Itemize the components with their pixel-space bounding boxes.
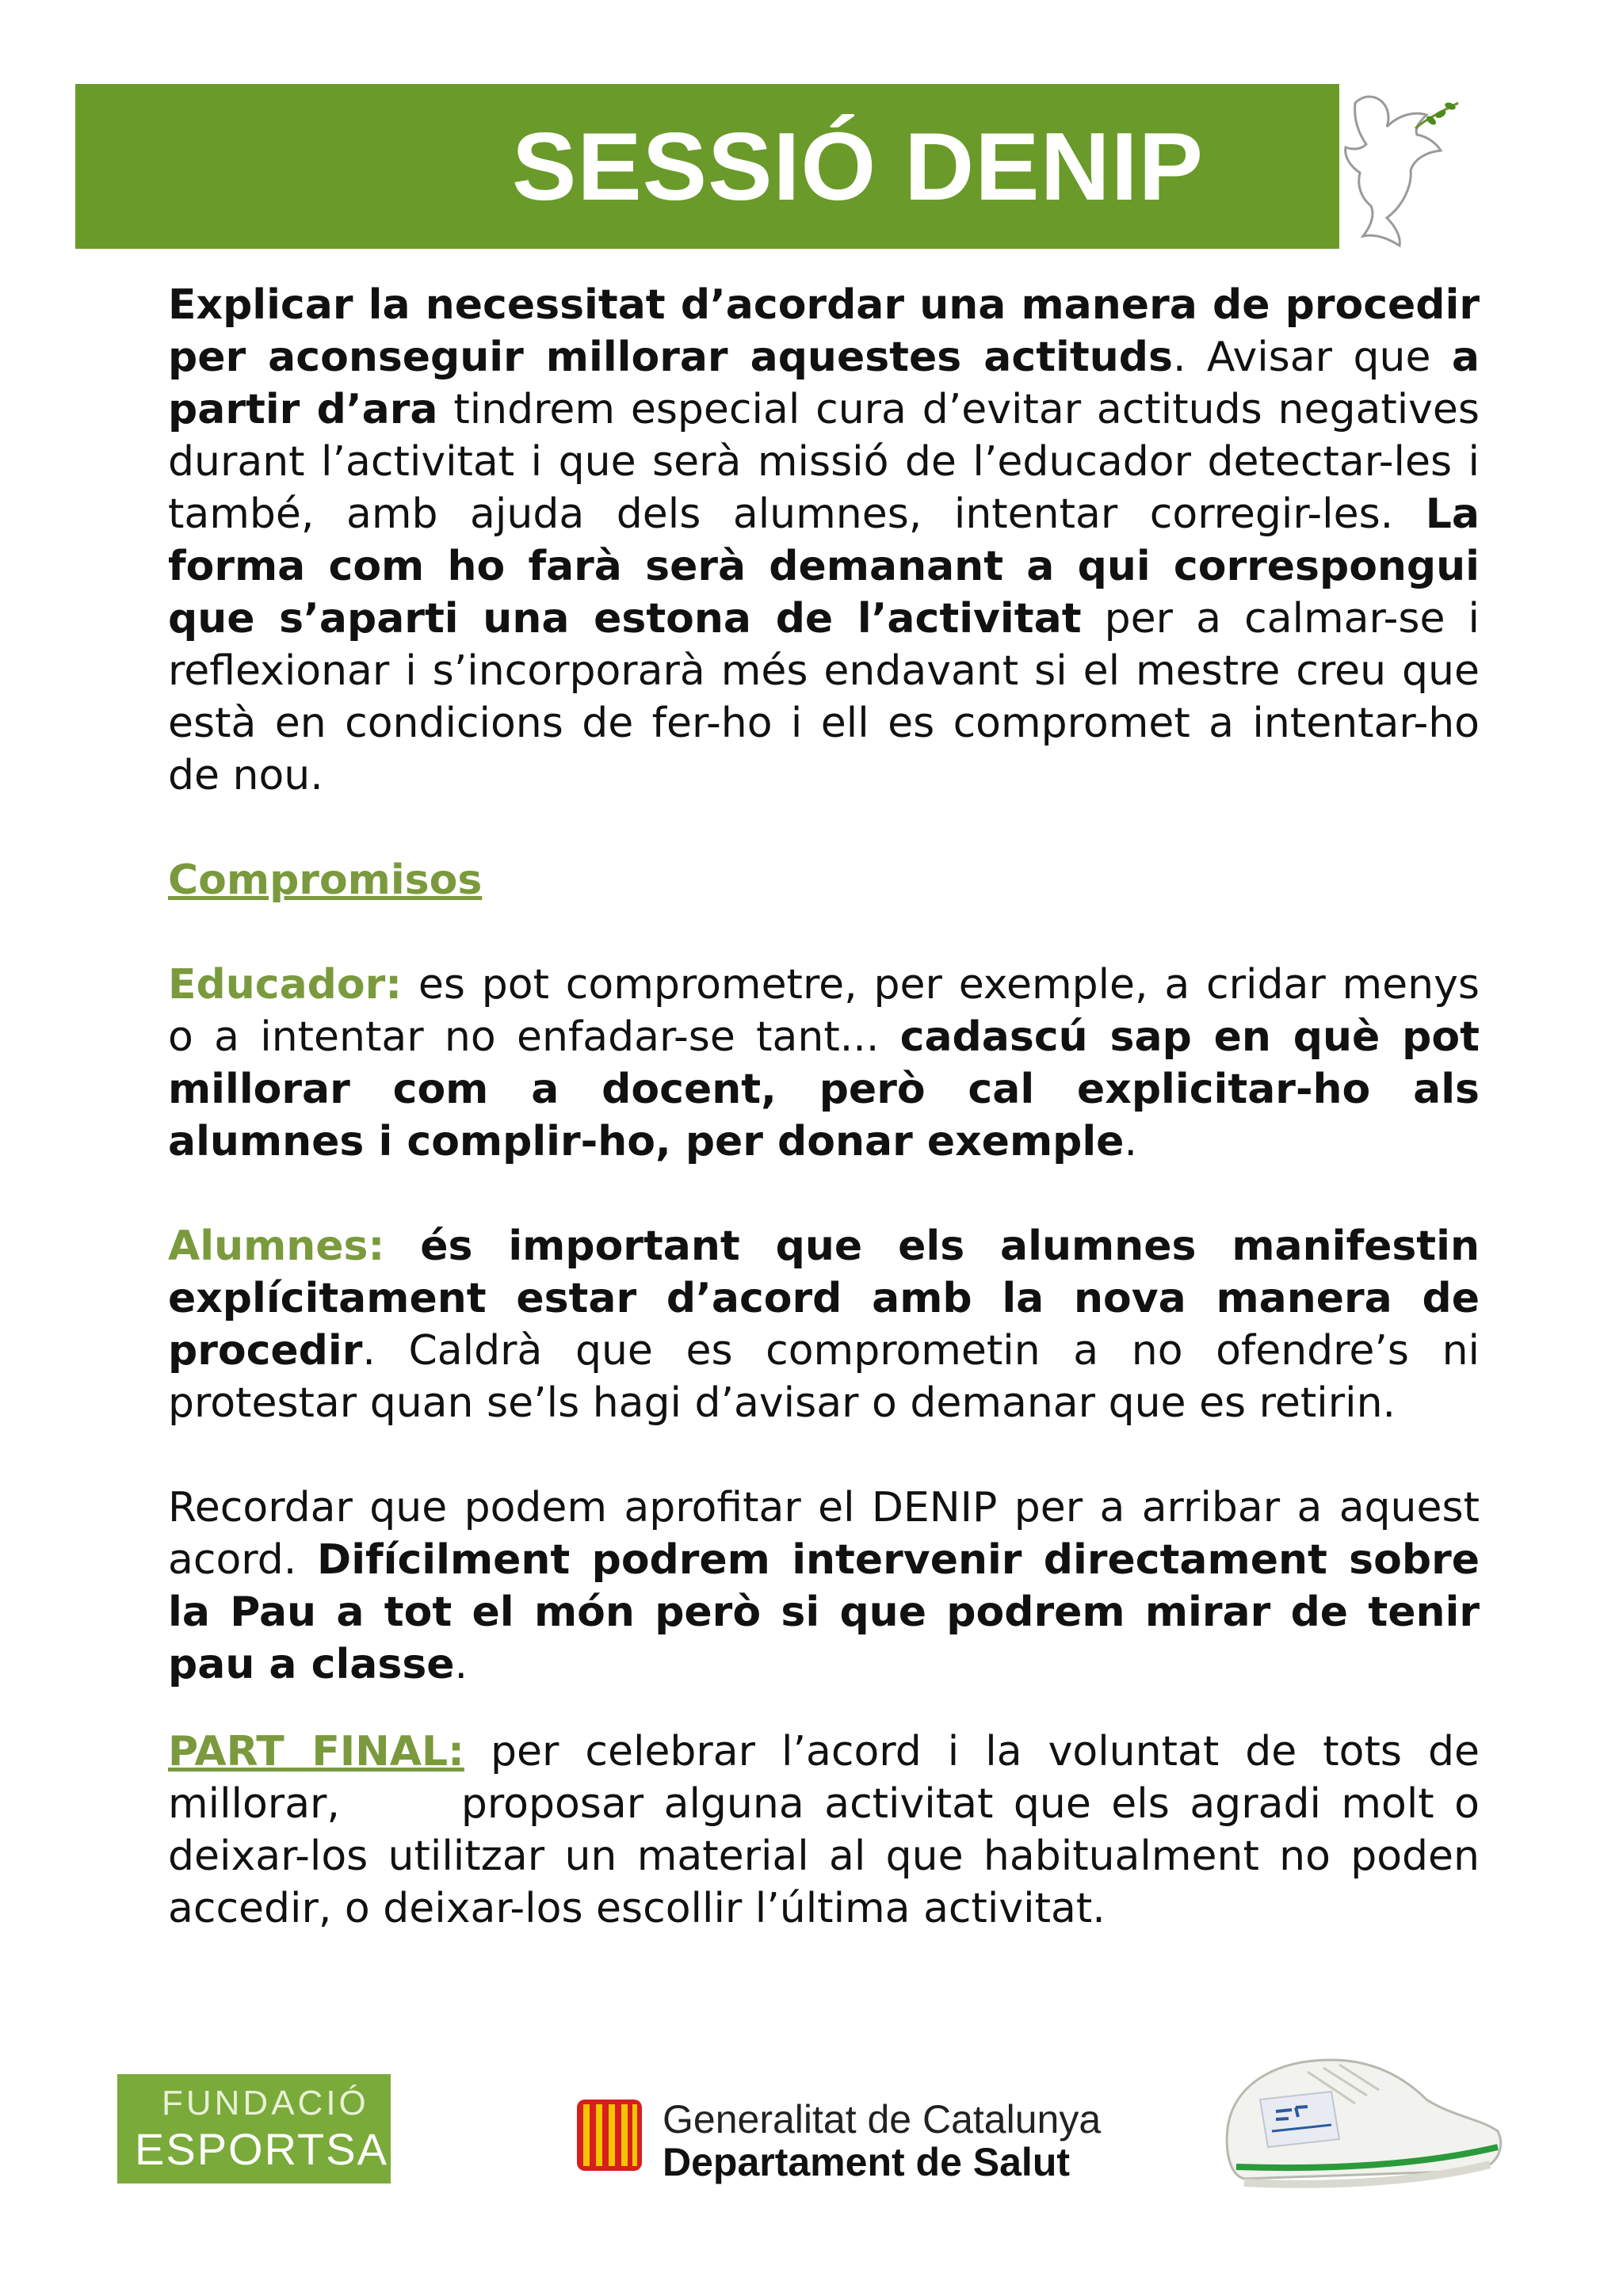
- alumnes-text: . Caldrà que es comprometin a no ofendre’s ni protestar quan se’ls hagi d’avisar o demanar que es retirin.: [168, 1327, 1480, 1427]
- educador-end: .: [1124, 1118, 1137, 1165]
- page-title: SESSIÓ DENIP: [511, 113, 1205, 220]
- paragraph-recordar: [168, 1482, 1480, 1691]
- educador-bold: cadascú sap en què pot millorar com a docent, però cal explicitar-ho als alumnes i complir-ho, per donar exemple: [168, 1013, 1480, 1165]
- session-content: [168, 279, 1493, 1935]
- part-final-label: PART FINAL:: [168, 1728, 464, 1775]
- intro-bold-3: La forma com ho farà serà demanant a qui correspongui que s’aparti una estona de l’activitat: [168, 490, 1480, 643]
- intro-text-3: per a calmar-se i reflexionar i s’incorporarà més endavant si el mestre creu que està en condicions de fer-ho i ell es compromet a intentar-ho de nou.: [168, 595, 1480, 799]
- generalitat-logo: [577, 2092, 1116, 2184]
- fundacio-line1: FUNDACIÓ: [162, 2084, 369, 2122]
- paragraph-intro: [168, 279, 1480, 802]
- intro-text-2: tindrem especial cura d’evitar actituds negatives durant l’activitat i que serà missió de l’educador detectar-les i també, amb ajuda dels alumnes, intentar corregir-les.: [168, 386, 1480, 538]
- alumnes-label: Alumnes:: [168, 1222, 385, 1270]
- part-final-text: per celebrar l’acord i la voluntat de tots de millorar, proposar alguna activitat que els agradi molt o deixar-los utilitzar un material al que habitualment no poden accedir, o deixar-los escollir l’última activitat.: [168, 1728, 1493, 1932]
- fundacio-esportsalus-logo: [117, 2074, 479, 2183]
- dove-icon: [1339, 79, 1466, 255]
- title-banner: [75, 84, 1339, 249]
- paragraph-alumnes: [168, 1220, 1480, 1429]
- shoe-logo-icon: [1212, 2028, 1514, 2203]
- compromisos-heading: [168, 854, 1480, 906]
- intro-text-1: . Avisar que: [1172, 334, 1452, 381]
- intro-bold: Explicar la necessitat d’acordar una manera de procedir per aconseguir millorar aquestes actituds: [168, 281, 1480, 381]
- educador-label: Educador:: [168, 961, 403, 1009]
- recordar-text: Recordar que podem aprofitar el DENIP per a arribar a aquest acord.: [168, 1484, 1480, 1584]
- fundacio-line2: ESPORTSALUS: [135, 2124, 479, 2174]
- paragraph-part-final: [168, 1726, 1493, 1935]
- compromisos-label: Compromisos: [168, 856, 483, 904]
- recordar-bold: Difícilment podrem intervenir directament sobre la Pau a tot el món però si que podrem mirar de tenir pau a classe: [168, 1536, 1480, 1688]
- paragraph-educador: [168, 959, 1480, 1168]
- senyera-icon: [577, 2100, 642, 2171]
- generalitat-name: Generalitat de Catalunya: [663, 2097, 1102, 2142]
- educador-text: es pot comprometre, per exemple, a cridar menys o a intentar no enfadar-se tant...: [168, 961, 1480, 1061]
- recordar-end: .: [454, 1641, 468, 1688]
- intro-bold-2: a partir d’ara: [168, 334, 1480, 433]
- alumnes-bold: és important que els alumnes manifestin explícitament estar d’acord amb la nova manera de procedir: [168, 1222, 1480, 1375]
- department-name: Departament de Salut: [663, 2140, 1071, 2184]
